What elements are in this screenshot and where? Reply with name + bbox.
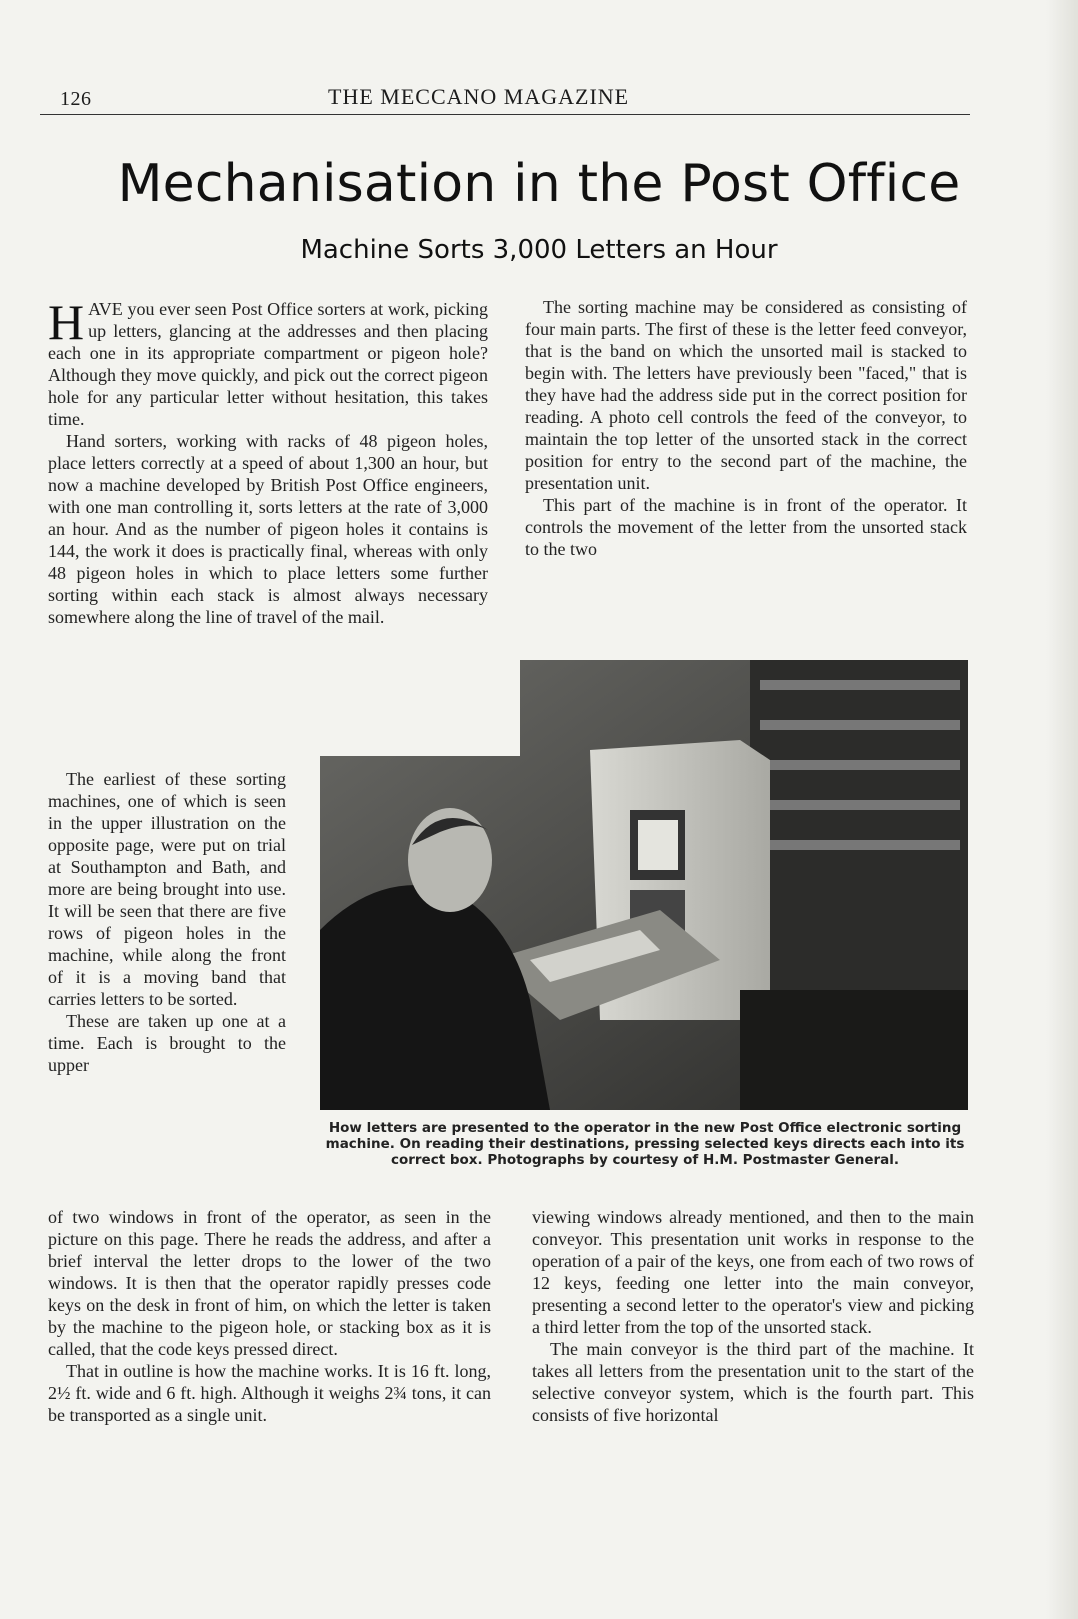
article-title: Mechanisation in the Post Office xyxy=(117,154,961,214)
letter-in-window xyxy=(638,820,678,870)
page-number: 126 xyxy=(60,88,92,110)
article-subtitle: Machine Sorts 3,000 Letters an Hour xyxy=(300,235,778,265)
magazine-title: THE MECCANO MAGAZINE xyxy=(328,84,630,109)
paragraph-four-parts: The sorting machine may be considered as consisting of four main parts. The first of these is the letter feed conveyor, that is the band on which the unsorted mail is stacked to begin with. The letters have previously been "faced," that is they have had the address side put in the correct position for reading. A photo cell controls the feed of the conveyor, to maintain the top letter of the unsorted stack in the correct position for entry to the second part of the machine, the presentation unit. xyxy=(525,297,967,493)
paragraph-taken-up: These are taken up one at a time. Each is brought to the upper xyxy=(48,1011,286,1075)
right-column-bottom xyxy=(532,1206,974,1426)
narrow-column xyxy=(48,768,286,1076)
paragraph-intro xyxy=(48,294,488,430)
right-column-top xyxy=(525,296,967,560)
machine-base xyxy=(740,990,968,1110)
paragraph-hand-sorters: Hand sorters, working with racks of 48 pigeon holes, place letters correctly at a speed of about 1,300 an hour, but now a machine developed by British Post Office engineers, with one man controlling it, sorts letters at the rate of 3,000 an hour. And as the number of pigeon holes it contains is 144, the work it does is practically final, whereas with only 48 pigeon holes in which to place letters some further sorting within each stack is almost always necessary somewhere along the line of travel of the mail. xyxy=(48,431,488,627)
paragraph-dimensions: That in outline is how the machine works. It is 16 ft. long, 2½ ft. wide and 6 ft. high. Although it weighs 2¾ tons, it can be transported as a single unit. xyxy=(48,1361,491,1425)
paragraph-main-conveyor: The main conveyor is the third part of the machine. It takes all letters from the presentation unit to the start of the selective conveyor system, which is the fourth part. This consists of five horizontal xyxy=(532,1339,974,1425)
paragraph-earliest-machines: The earliest of these sorting machines, one of which is seen in the upper illustration on the opposite page, were put on trial at Southampton and Bath, and more are being brought into use. It will be seen that there are five rows of pigeon holes in the machine, while along the front of it is a moving band that carries letters to be sorted. xyxy=(48,769,286,1009)
left-column-bottom xyxy=(48,1206,491,1426)
left-column-top xyxy=(48,294,488,628)
paragraph-two-windows: of two windows in front of the operator, as seen in the picture on this page. There he reads the address, and after a brief interval the letter drops to the lower of the two windows. It is then that the operator rapidly presses code keys on the desk in front of him, on which the letter is taken by the machine to the pigeon hole, or stacking box as it is called, that the code keys pressed direct. xyxy=(48,1207,491,1359)
pigeon-hole-rack xyxy=(750,660,968,990)
drop-cap: H xyxy=(48,294,85,350)
paragraph-intro-text: AVE you ever seen Post Office sorters at work, picking up letters, glancing at the addresses and then placing each one in its appropriate compartment or pigeon hole? Although they move quickly, and pick out the correct pigeon hole for any particular letter without hesitation, this takes time. xyxy=(48,299,488,429)
paragraph-presentation-unit: This part of the machine is in front of the operator. It controls the movement of the letter from the unsorted stack to the two xyxy=(525,495,967,559)
photo-cutout xyxy=(320,660,520,756)
page-header xyxy=(40,84,970,115)
paragraph-viewing-windows: viewing windows already mentioned, and then to the main conveyor. This presentation unit works in response to the operation of a pair of the keys, one from each of two rows of 12 keys, feeding one letter into the main conveyor, presenting a second letter to the operator's view and picking a third letter from the top of the unsorted stack. xyxy=(532,1207,974,1337)
photo-caption: How letters are presented to the operator in the new Post Office electronic sorting machine. On reading their destinations, pressing selected keys directs each into its correct box. Photographs by courtesy of H.M. Postmaster General. xyxy=(325,1120,965,1168)
